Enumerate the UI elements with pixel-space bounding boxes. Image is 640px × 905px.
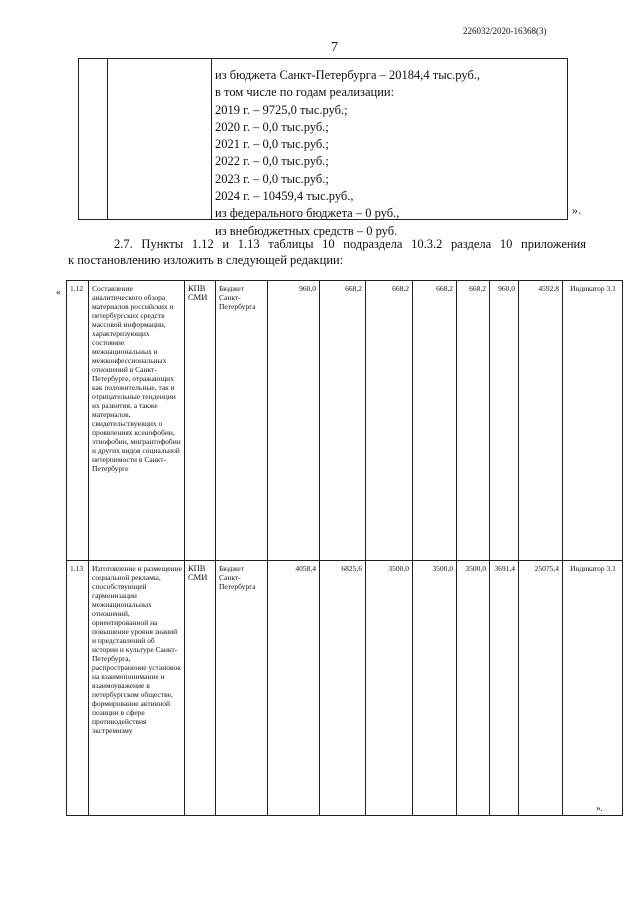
paragraph-line: 2.7. Пункты 1.12 и 1.13 таблицы 10 подраздела 10.3.2 раздела 10 приложения xyxy=(114,237,586,251)
page-number: 7 xyxy=(331,40,338,55)
value-total: 4592,8 xyxy=(519,281,563,561)
value-2024: 3691,4 xyxy=(490,561,519,816)
indicator: Индикатор 3.1 xyxy=(563,281,623,561)
funding-line: 2021 г. – 0,0 тыс.руб.; xyxy=(215,137,329,152)
paragraph-line: к постановлению изложить в следующей редакции: xyxy=(68,253,344,267)
opening-quote: « xyxy=(56,287,61,297)
value-2020: 6825,6 xyxy=(320,561,366,816)
table-row xyxy=(67,561,623,816)
funding-line: в том числе по годам реализации: xyxy=(215,85,395,100)
funding-line: 2020 г. – 0,0 тыс.руб.; xyxy=(215,119,329,134)
continuation-cell-number xyxy=(79,59,108,219)
document-number: 226032/2020-16368(3) xyxy=(463,26,547,36)
funding-line: 2019 г. – 9725,0 тыс.руб.; xyxy=(215,102,348,117)
funding-line: из бюджета Санкт-Петербурга – 20184,4 тыс.руб., xyxy=(215,68,481,82)
executor: КПВ СМИ xyxy=(185,281,216,561)
value-2021: 668,2 xyxy=(366,281,413,561)
amendment-paragraph xyxy=(68,236,586,268)
value-2020: 668,2 xyxy=(320,281,366,561)
value-2023: 668,2 xyxy=(457,281,490,561)
funding-source: Бюджет Санкт-Петербурга xyxy=(216,561,268,816)
table-row xyxy=(67,281,623,561)
value-total: 25075,4 xyxy=(519,561,563,816)
value-2024: 960,0 xyxy=(490,281,519,561)
closing-quote: ». xyxy=(572,203,581,217)
value-2019: 4058,4 xyxy=(268,561,320,816)
funding-line: из внебюджетных средств – 0 руб. xyxy=(215,223,398,238)
funding-line: 2023 г. – 0,0 тыс.руб.; xyxy=(215,171,329,186)
measure-name: Изготовление и размещение социальной рекламы, способствующей гармонизации межнациональных отношений, ориентированной на повышение уровня знаний и представлений об истории и культуре Санкт-Петербурга, распространение установок на взаимопонимание и взаимоуважение в петербургском обществе, формирование активной позиции в сфере противодействия экстремизму xyxy=(89,561,185,816)
indicator: Индикатор 3.1 xyxy=(563,561,623,816)
funding-line: из федерального бюджета – 0 руб., xyxy=(215,206,400,221)
funding-source: Бюджет Санкт-Петербурга xyxy=(216,281,268,561)
row-number: 1.12 xyxy=(67,281,89,561)
continuation-cell-name xyxy=(107,59,212,219)
measure-name: Составление аналитического обзора материалов российских и петербургских средств массовой информации, характеризующих состояние межнациональных и межконфессиональных отношений в Санкт-Петербурге, отражающих как положительные, так и отрицательные тенденции их развития, а также материалов, свидетельствующих о проявлениях ксенофобии, этнофобии, мигрантофобии и других видов социальной нетерпимости в Санкт-Петербурге xyxy=(89,281,185,561)
continuation-table xyxy=(78,58,568,238)
value-2023: 3500,0 xyxy=(457,561,490,816)
measures-table xyxy=(66,280,623,816)
funding-details xyxy=(215,67,480,240)
value-2021: 3500,0 xyxy=(366,561,413,816)
closing-quote: ». xyxy=(596,803,603,813)
funding-line: 2022 г. – 0,0 тыс.руб.; xyxy=(215,154,329,169)
funding-line: 2024 г. – 10459,4 тыс.руб., xyxy=(215,189,354,204)
value-2022: 3500,0 xyxy=(413,561,457,816)
value-2022: 668,2 xyxy=(413,281,457,561)
executor: КПВ СМИ xyxy=(185,561,216,816)
value-2019: 960,0 xyxy=(268,281,320,561)
row-number: 1.13 xyxy=(67,561,89,816)
